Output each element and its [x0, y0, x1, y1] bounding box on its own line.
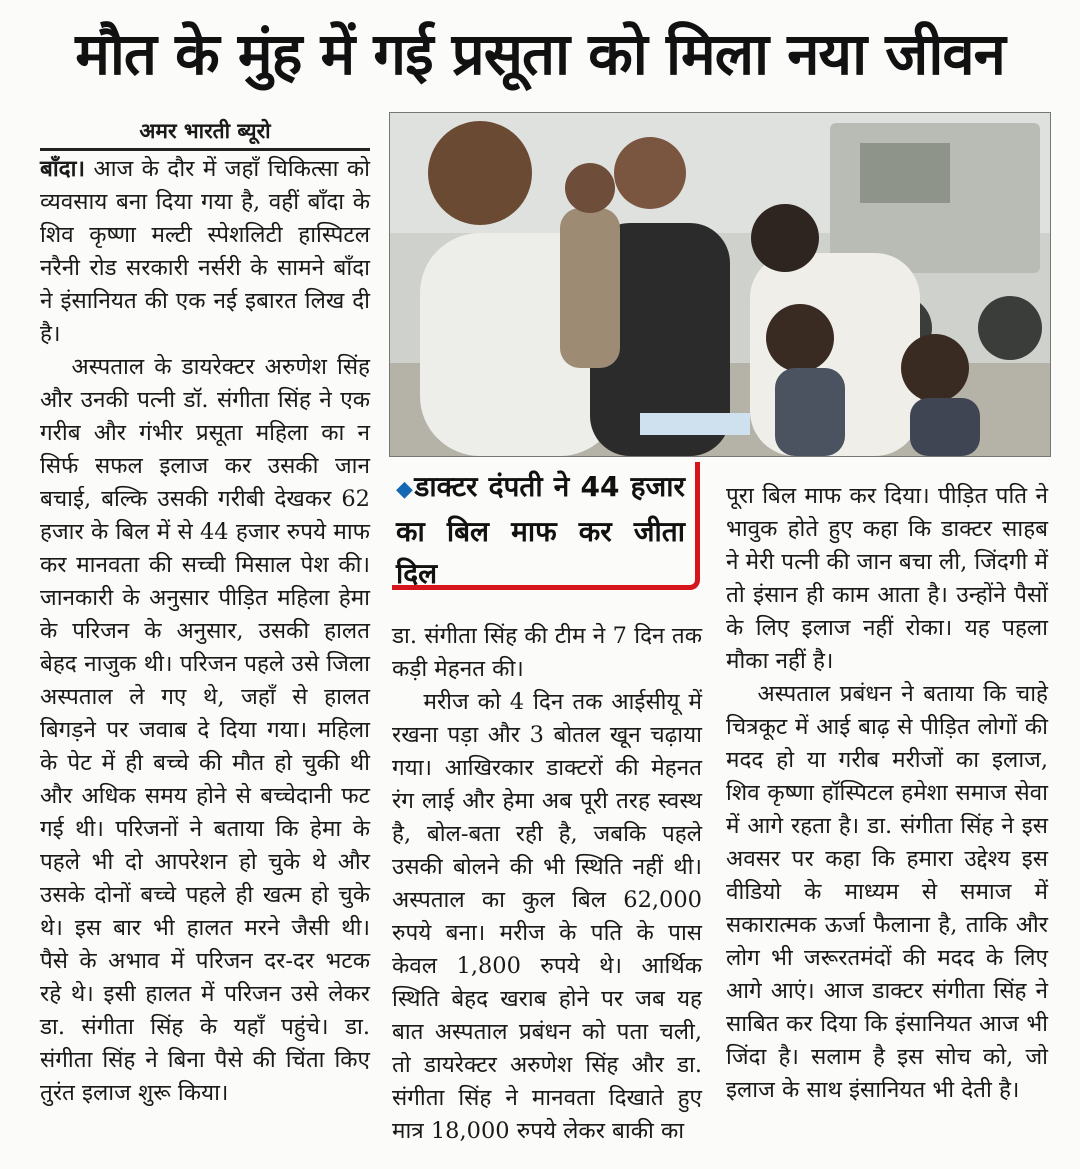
paragraph-text: आज के दौर में जहाँ चिकित्सा को व्यवसाय बना दिया गया है, वहीं बाँदा के शिव कृष्णा मल्टी स्पेशलिटी हास्पिटल नरैनी रोड सरकारी नर्सरी के सामने बाँदा ने इंसानियत की एक नई इबारत लिख दी है। [40, 156, 370, 347]
paragraph: डा. संगीता सिंह की टीम ने 7 दिन तक कड़ी मेहनत की। [392, 623, 702, 682]
paragraph: अस्पताल के डायरेक्टर अरुणेश सिंह और उनकी पत्नी डॉ. संगीता सिंह ने एक गरीब और गंभीर प्रसूता महिला का न सिर्फ सफल इलाज कर उसकी जान बचाई, बल्कि उसकी गरीबी देखकर 62 हजार के बिल में से 44 हजार रुपये माफ कर मानवता की सच्ची मिसाल पेश की। जानकारी के अनुसार पीड़ित महिला हेमा के परिजन के अनुसार, उसकी हालत बेहद नाजुक थी। परिजन पहले उसे जिला अस्पताल ले गए थे, जहाँ से हालत बिगड़ने पर जवाब दे दिया गया। महिला के पेट में ही बच्चे की मौत हो चुकी थी और अधिक समय होने से बच्चेदानी फट गई थी। परिजनों ने बताया कि हेमा के पहले भी दो आपरेशन हो चुके थे और उसके दोनों बच्चे पहले ही खत्म हो चुके थे। इस बार भी हालत मरने जैसी थी। पैसे के अभाव में परिजन दर-दर भटक रहे थे। इसी हालत में परिजन उसे लेकर डा. संगीता सिंह के यहाँ पहुंचे। डा. संगीता सिंह ने बिना पैसे की चिंता किए तुरंत इलाज शुरू किया। [40, 354, 370, 1106]
diamond-bullet-icon: ◆ [396, 477, 415, 502]
article-column-3 [726, 480, 1048, 1107]
photo-illustration [390, 113, 1050, 456]
paragraph: पूरा बिल माफ कर दिया। पीड़ित पति ने भावुक होते हुए कहा कि डाक्टर साहब ने मेरी पत्नी की जान बचा ली, जिंदगी में तो इंसान ही काम आता है। उन्होंने पैसों के लिए इलाज नहीं रोका। यह पहला मौका नहीं है। [726, 483, 1048, 674]
article-column-2 [392, 620, 702, 1148]
paragraph: मरीज को 4 दिन तक आईसीयू में रखना पड़ा और 3 बोतल खून चढ़ाया गया। आखिरकार डाक्टरों की मेहनत रंग लाई और हेमा अब पूरी तरह स्वस्थ है, बोल-बता रही है, जबकि पहले उसकी बोलने की भी स्थिति नहीं थी। अस्पताल का कुल बिल 62,000 रुपये बना। मरीज के पति के पास केवल 1,800 रुपये थे। आर्थिक स्थिति बेहद खराब होने पर जब यह बात अस्पताल प्रबंधन को पता चली, तो डायरेक्टर अरुणेश सिंह और डा. संगीता सिंह ने मानवता दिखाते हुए मात्र 18,000 रुपये लेकर बाकी का [392, 689, 702, 1144]
article-column-1 [40, 112, 370, 1110]
byline-rule [40, 148, 370, 151]
byline: अमर भारती ब्यूरो [139, 118, 271, 143]
subheading-box [392, 462, 700, 590]
subheading-text: डाक्टर दंपती ने 44 हजार का बिल माफ कर जीता दिल [396, 470, 685, 590]
paragraph [40, 153, 370, 351]
paragraph: अस्पताल प्रबंधन ने बताया कि चाहे चित्रकूट में आई बाढ़ से पीड़ित लोगों की मदद हो या गरीब मरीजों का इलाज, शिव कृष्णा हॉस्पिटल हमेशा समाज सेवा में आगे रहता है। डा. संगीता सिंह ने इस अवसर पर कहा कि हमारा उद्देश्य इस वीडियो के माध्यम से समाज में सकारात्मक ऊर्जा फैलाना है, ताकि और लोग भी जरूरतमंदों की मदद के लिए आगे आएं। आज डाक्टर संगीता सिंह ने साबित कर दिया कि इंसानियत आज भी जिंदा है। सलाम है इस सोच को, जो इलाज के साथ इंसानियत भी देती है। [726, 681, 1048, 1103]
subheading [392, 462, 695, 595]
news-photo [389, 112, 1051, 457]
dateline: बाँदा। [40, 156, 85, 182]
headline: मौत के मुंह में गई प्रसूता को मिला नया जीवन [75, 20, 1005, 88]
